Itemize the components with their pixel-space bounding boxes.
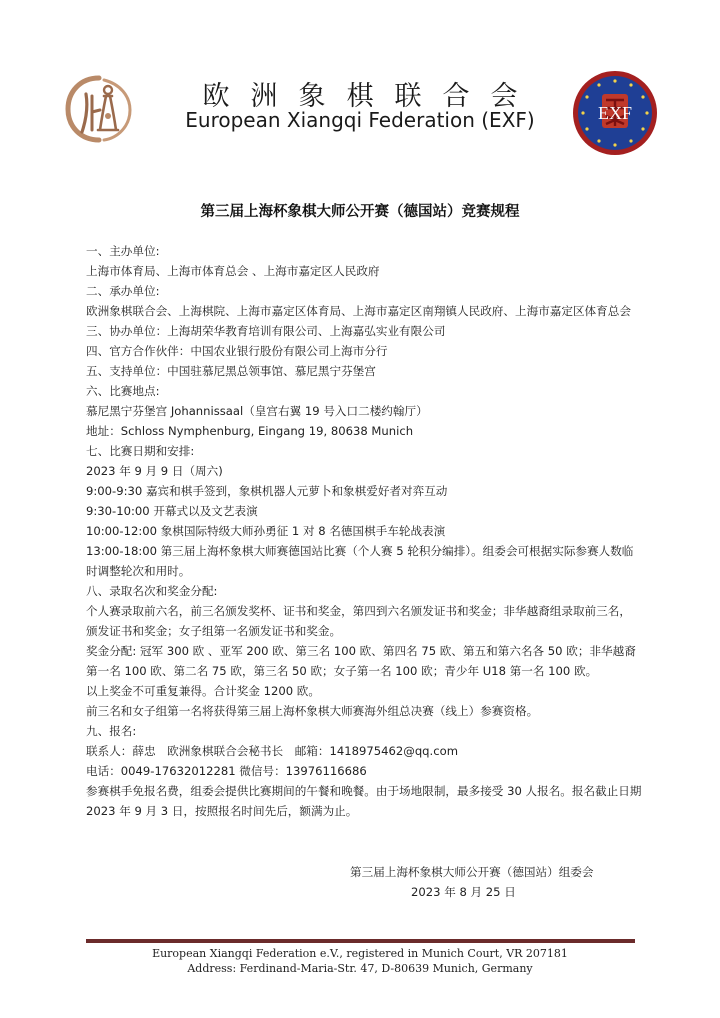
org-name-zh: 欧洲象棋联合会 <box>202 81 539 112</box>
document-body <box>86 241 642 821</box>
paragraph: 六、比赛地点: <box>86 384 160 398</box>
paragraph: 10:00-12:00 象棋国际特级大师孙勇征 1 对 8 名德国棋手车轮战表演 <box>86 524 446 538</box>
paragraph: 上海市体育局、上海市体育总会 、上海市嘉定区人民政府 <box>86 264 380 278</box>
paragraph: 前三名和女子组第一名将获得第三届上海杯象棋大师赛海外组总决赛（线上）参赛资格。 <box>86 704 539 718</box>
paragraph: 四、官方合作伙伴：中国农业银行股份有限公司上海市分行 <box>86 344 388 358</box>
paragraph: 奖金分配: 冠军 300 欧 、亚军 200 欧、第三名 100 欧、第四名 75 欧、第五和第六名各 50 欧；非华越裔第一名 100 欧、第二名 75 欧，第三名 50 欧；女子第一名 100 欧；青少年 U18 第一名 100 欧。 <box>86 644 636 678</box>
paragraph: 2023 年 9 月 9 日（周六) <box>86 464 223 478</box>
paragraph: 参赛棋手免报名费，组委会提供比赛期间的午餐和晚餐。由于场地限制，最多接受 30 人报名。报名截止日期 2023 年 9 月 3 日，按照报名时间先后，额满为止。 <box>86 784 642 818</box>
signature-organization: 第三届上海杯象棋大师公开赛（德国站）组委会 <box>350 865 594 879</box>
paragraph: 五、支持单位：中国驻慕尼黑总领事馆、慕尼黑宁芬堡宫 <box>86 364 376 378</box>
document-title: 第三届上海杯象棋大师公开赛（德国站）竞赛规程 <box>200 204 520 220</box>
paragraph: 二、承办单位: <box>86 284 160 298</box>
paragraph: 9:30-10:00 开幕式以及文艺表演 <box>86 504 258 518</box>
signature-date: 2023 年 8 月 25 日 <box>411 885 516 899</box>
paragraph: 13:00-18:00 第三届上海杯象棋大师赛德国站比赛（个人赛 5 轮积分编排）。组委会可根据实际参赛人数临时调整轮次和用时。 <box>86 544 634 578</box>
paragraph: 慕尼黑宁芬堡宫 Johannissaal（皇宫右翼 19 号入口二楼约翰厅） <box>86 404 428 418</box>
footer-address: Address: Ferdinand-Maria-Str. 47, D-80639 Munich, Germany <box>187 962 533 975</box>
footer-divider <box>86 939 635 943</box>
paragraph: 一、主办单位: <box>86 244 160 258</box>
paragraph: 九、报名: <box>86 724 137 738</box>
seal-text: EXF <box>597 103 633 123</box>
paragraph: 联系人：薛忠 欧洲象棋联合会秘书长 邮箱：1418975462@qq.com <box>86 744 458 758</box>
paragraph: 八、录取名次和奖金分配: <box>86 584 218 598</box>
org-name-en: European Xiangqi Federation (EXF) <box>185 108 535 132</box>
paragraph: 个人赛录取前六名，前三名颁发奖杯、证书和奖金，第四到六名颁发证书和奖金；非华越裔组录取前三名，颁发证书和奖金；女子组第一名颁发证书和奖金。 <box>86 604 631 638</box>
paragraph: 欧洲象棋联合会、上海棋院、上海市嘉定区体育局、上海市嘉定区南翔镇人民政府、上海市嘉定区体育总会 <box>86 304 631 318</box>
paragraph: 以上奖金不可重复兼得。合计奖金 1200 欧。 <box>86 684 320 698</box>
paragraph: 七、比赛日期和安排: <box>86 444 195 458</box>
paragraph: 电话：0049-17632012281 微信号：13976116686 <box>86 764 367 778</box>
paragraph: 三、协办单位：上海胡荣华教育培训有限公司、上海嘉弘实业有限公司 <box>86 324 446 338</box>
paragraph: 9:00-9:30 嘉宾和棋手签到，象棋机器人元萝卜和象棋爱好者对弈互动 <box>86 484 448 498</box>
footer-registration: European Xiangqi Federation e.V., registered in Munich Court, VR 207181 <box>152 947 568 960</box>
paragraph: 地址：Schloss Nymphenburg, Eingang 19, 80638 Munich <box>86 424 414 438</box>
